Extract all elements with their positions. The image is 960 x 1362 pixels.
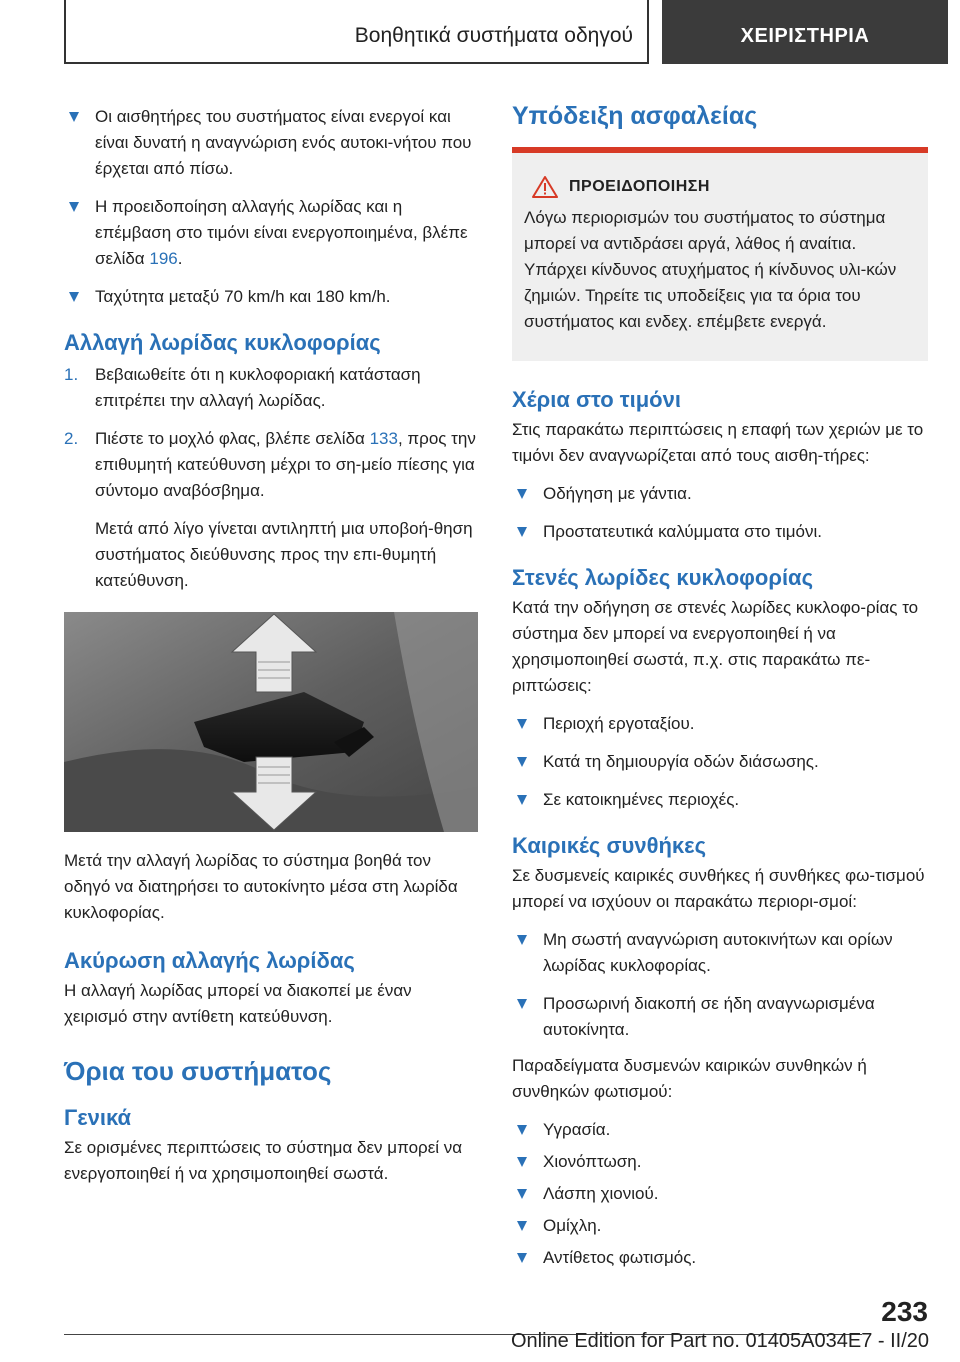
list-item: Περιοχή εργοταξίου. (512, 711, 928, 737)
hands-text: Στις παρακάτω περιπτώσεις η επαφή των χεριών με το τιμόνι δεν αναγνωρίζεται από τους αισθη‐τήρες: (512, 420, 924, 465)
narrow-text: Κατά την οδήγηση σε στενές λωρίδες κυκλοφο‐ρίας το σύστημα δεν μπορεί να ενεργοποιηθεί ή να χρησιμοποιηθεί σωστά, π.χ. στις παρακάτω πε‐ριπτώσεις: (512, 598, 919, 695)
bullet-triangle-icon (517, 527, 527, 537)
list-item: Λάσπη χιονιού. (512, 1181, 928, 1207)
header-chapter-title: ΧΕΙΡΙΣΤΗΡΙΑ (740, 25, 870, 47)
list-item: Σε κατοικημένες περιοχές. (512, 787, 928, 813)
bullet-triangle-icon (517, 1253, 527, 1263)
step-1: 1. Βεβαιωθείτε ότι η κυκλοφοριακή κατάσταση επιτρέπει την αλλαγή λωρίδας. (64, 365, 421, 410)
list-item: Ομίχλη. (512, 1213, 928, 1239)
bullet-triangle-icon (69, 202, 79, 212)
bullet-triangle-icon (517, 1157, 527, 1167)
heading-lane-change: Αλλαγή λωρίδας κυκλοφορίας (64, 330, 381, 355)
bullet-triangle-icon (517, 935, 527, 945)
heading-weather: Καιρικές συνθήκες (512, 833, 707, 858)
list-item: Η προειδοποίηση αλλαγής λωρίδας και η επέμβαση στο τιμόνι είναι ενεργοποιημένα, βλέπε σελίδα 196. (64, 194, 478, 272)
bullet-triangle-icon (517, 489, 527, 499)
heading-system-limits: Όρια του συστήματος (64, 1056, 332, 1086)
heading-narrow-lanes: Στενές λωρίδες κυκλοφορίας (512, 565, 814, 590)
header-section-title: Βοηθητικά συστήματα οδηγού (354, 24, 633, 47)
warning-box (512, 153, 928, 361)
warning-text: Λόγω περιορισμών του συστήματος το σύστημα μπορεί να αντιδράσει αργά, λάθος ή αναίτια. Υπάρχει κίνδυνος ατυχήματος ή κίνδυνος υλι‐κών ζημιών. Τηρείτε τις υποδείξεις για τα όρια του συστήματος και ενδεχ. επέμβετε ενεργά. (524, 208, 897, 331)
page-link-133[interactable]: 133 (369, 429, 398, 448)
list-item: Οδήγηση με γάντια. (512, 481, 928, 507)
warning-triangle-icon (532, 175, 558, 199)
bullet-triangle-icon (517, 719, 527, 729)
bullet-triangle-icon (517, 795, 527, 805)
examples-text: Παραδείγματα δυσμενών καιρικών συνθηκών ή συνθηκών φωτισμού: (512, 1056, 867, 1101)
turn-signal-lever-photo (64, 612, 478, 832)
bullet-triangle-icon (517, 999, 527, 1009)
general-text: Σε ορισμένες περιπτώσεις το σύστημα δεν μπορεί να ενεργοποιηθεί ή να χρησιμοποιηθεί σωστά. (64, 1138, 463, 1183)
after-lane-change-text: Μετά την αλλαγή λωρίδας το σύστημα βοηθά τον οδηγό να διατηρήσει το αυτοκίνητο μέσα στη λωρίδα κυκλοφορίας. (64, 851, 458, 922)
list-item: Αντίθετος φωτισμός. (512, 1245, 928, 1271)
page-link-196[interactable]: 196 (149, 249, 178, 268)
heading-general: Γενικά (64, 1105, 132, 1130)
warning-title: ΠΡΟΕΙΔΟΠΟΙΗΣΗ (569, 175, 918, 199)
list-item: Υγρασία. (512, 1117, 928, 1143)
list-item: Κατά τη δημιουργία οδών διάσωσης. (512, 749, 928, 775)
bullet-triangle-icon (69, 292, 79, 302)
step-2-note: Μετά από λίγο γίνεται αντιληπτή μια υποβοή‐θηση συστήματος διεύθυνσης προς την επι‐θυμητή κατεύθυνση. (95, 519, 473, 590)
cancel-text: Η αλλαγή λωρίδας μπορεί να διακοπεί με έναν χειρισμό στην αντίθετη κατεύθυνση. (64, 981, 412, 1026)
right-column (512, 100, 928, 1271)
bullet-triangle-icon (69, 112, 79, 122)
left-column (64, 100, 478, 1187)
list-item: Μη σωστή αναγνώριση αυτοκινήτων και ορίων λωρίδας κυκλοφορίας. (512, 927, 928, 979)
list-item: Οι αισθητήρες του συστήματος είναι ενεργοί και είναι δυνατή η αναγνώριση ενός αυτοκι‐νήτου που έρχεται από πίσω. (64, 104, 478, 182)
bullet-triangle-icon (517, 757, 527, 767)
footer-edition: Online Edition for Part no. 01405A034E7 - II/20 (510, 1330, 929, 1352)
list-item: Προστατευτικά καλύμματα στο τιμόνι. (512, 519, 928, 545)
list-item: Ταχύτητα μεταξύ 70 km/h και 180 km/h. (64, 284, 478, 310)
list-item: Προσωρινή διακοπή σε ήδη αναγνωρισμένα αυτοκίνητα. (512, 991, 928, 1043)
step-2: 2. Πιέστε το μοχλό φλας, βλέπε σελίδα 133, προς την επιθυμητή κατεύθυνση μέχρι το ση‐μείο πίεσης για σύντομο αναβόσβημα. (64, 429, 476, 500)
heading-hands-on-wheel: Χέρια στο τιμόνι (512, 387, 681, 412)
bullet-triangle-icon (517, 1125, 527, 1135)
page-number: 233 (881, 1296, 928, 1327)
weather-text: Σε δυσμενείς καιρικές συνθήκες ή συνθήκες φω‐τισμού μπορεί να ισχύουν οι παρακάτω περιορι‐σμοί: (512, 866, 925, 911)
bullet-triangle-icon (517, 1189, 527, 1199)
heading-safety-note: Υπόδειξη ασφαλείας (512, 102, 758, 130)
list-item: Χιονόπτωση. (512, 1149, 928, 1175)
turn-signal-lever-illustration (64, 612, 478, 832)
heading-cancel-lane-change: Ακύρωση αλλαγής λωρίδας (64, 948, 355, 973)
bullet-triangle-icon (517, 1221, 527, 1231)
header-section-box (64, 0, 649, 64)
header-chapter-box (662, 0, 948, 64)
